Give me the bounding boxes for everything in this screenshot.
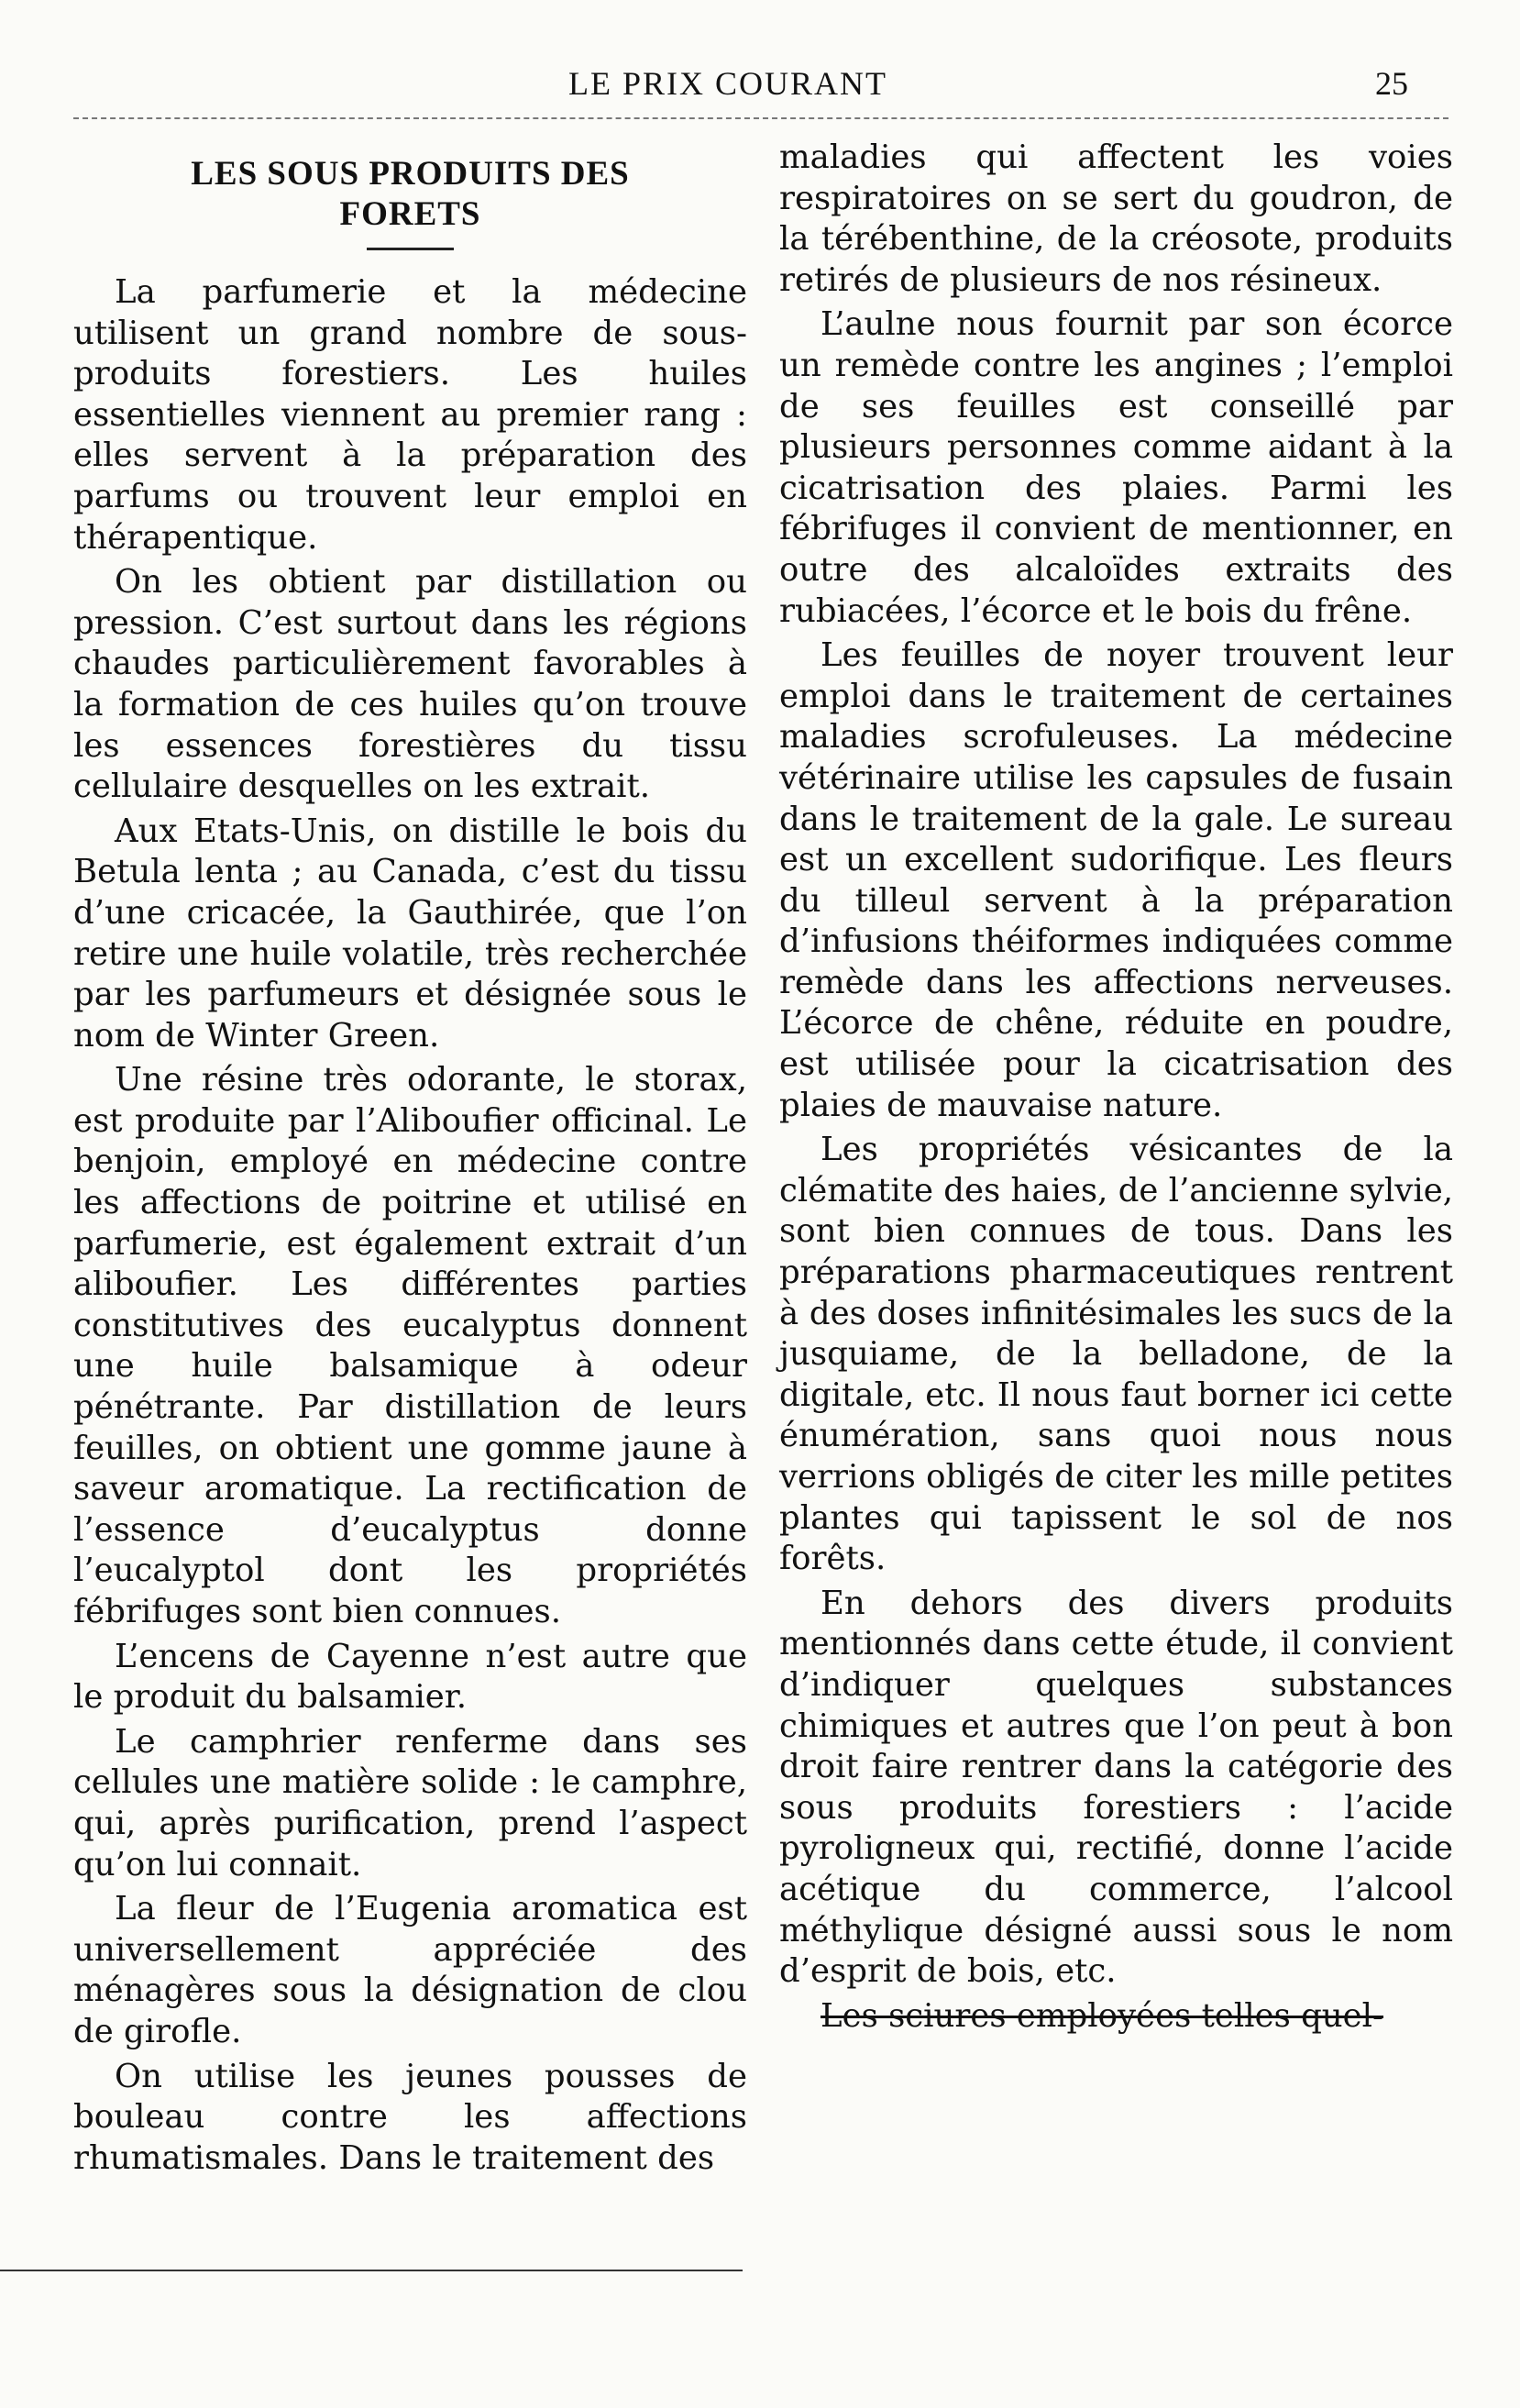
paragraph: Une résine très odorante, le storax, est produite par l’Aliboufier officinal. Le benjoin, employé en médecine contre les affections de poitrine et utilisé en parfumerie, est également extrait d’un aliboufier. Les différentes parties constitutives des eucalyptus donnent une huile balsamique à odeur pénétrante. Par distillation de leurs feuilles, on obtient une gomme jaune à saveur aromatique. La rectification de l’essence d’eucalyptus donne l’eucalyptol dont les propriétés fébrifuges sont bien connues. — [73, 1061, 747, 1630]
paragraph: La parfumerie et la médecine utilisent un grand nombre de sous-produits forestiers. Les huiles essentielles viennent au premier rang : elles servent à la préparation des parfums ou trouvent leur emploi en thérapentique. — [73, 273, 747, 557]
paragraph-last-line: Les sciures employées telles quel- — [821, 1996, 1384, 2035]
right-column — [779, 138, 1453, 2040]
paragraph: Les feuilles de noyer trouvent leur emploi dans le traitement de certaines maladies scrofuleuses. La médecine vétérinaire utilise les capsules de fusain dans le traitement de la gale. Le sureau est un excellent sudorifique. Les fleurs du tilleul servent à la préparation d’infusions théiformes indiquées comme remède dans les affections nerveuses. L’écorce de chêne, réduite en poudre, est utilisée pour la cicatrisation des plaies de mauvaise nature. — [779, 636, 1453, 1124]
paragraph: L’aulne nous fournit par son écorce un remède contre les angines ; l’emploi de ses feuilles est conseillé par plusieurs personnes comme aidant à la cicatrisation des plaies. Parmi les fébrifuges il convient de mentionner, en outre des alcaloïdes extraits des rubiacées, l’écorce et le bois du frêne. — [779, 305, 1453, 630]
paragraph: La fleur de l’Eugenia aromatica est universellement appréciée des ménagères sous la désignation de clou de girofle. — [73, 1890, 747, 2050]
left-column — [73, 138, 747, 2182]
paragraph: On utilise les jeunes pousses de bouleau contre les affections rhumatismales. Dans le traitement des — [73, 2057, 747, 2177]
title-divider — [367, 248, 454, 250]
paragraph: On les obtient par distillation ou pression. C’est surtout dans les régions chaudes particulièrement favorables à la formation de ces huiles qu’on trouve les essences forestières du tissu cellulaire desquelles on les extrait. — [73, 563, 747, 806]
paragraph: Les propriétés vésicantes de la clématite des haies, de l’ancienne sylvie, sont bien connues de tous. Dans les préparations pharmaceutiques rentrent à des doses infinitésimales les sucs de la jusquiame, de la belladone, de la digitale, etc. Il nous faut borner ici cette énumération, sans quoi nous nous verrions obligés de citer les mille petites plantes qui tapissent le sol de nos forêts. — [779, 1131, 1453, 1578]
paragraph: Aux Etats-Unis, on distille le bois du Betula lenta ; au Canada, c’est du tissu d’une cricacée, la Gauthirée, que l’on retire une huile volatile, très recherchée par les parfumeurs et désignée sous le nom de Winter Green. — [73, 812, 747, 1055]
header-divider — [73, 117, 1448, 119]
paragraph: En dehors des divers produits mentionnés dans cette étude, il convient d’indiquer quelques substances chimiques et autres que l’on peut à bon droit faire rentrer dans la catégorie des sous produits forestiers : l’acide pyroligneux qui, rectifié, donne l’acide acétique du commerce, l’alcool méthylique désigné aussi sous le nom d’esprit de bois, etc. — [779, 1584, 1453, 1991]
page-number: 25 — [1375, 65, 1408, 102]
footer-rule — [0, 2270, 743, 2271]
page-header — [0, 64, 1520, 110]
article-title — [73, 154, 747, 235]
article-title-line-1: LES SOUS PRODUITS DES — [191, 155, 630, 193]
paragraph: L’encens de Cayenne n’est autre que le produit du balsamier. — [73, 1637, 747, 1717]
running-title: LE PRIX COURANT — [568, 65, 888, 102]
paragraph-continuation: maladies qui affectent les voies respiratoires on se sert du goudron, de la térébenthine, de la créosote, produits retirés de plusieurs de nos résineux. — [779, 138, 1453, 299]
article-title-line-2: FORETS — [339, 195, 481, 233]
paragraph: Le camphrier renferme dans ses cellules une matière solide : le camphre, qui, après purification, prend l’aspect qu’on lui connait. — [73, 1722, 747, 1883]
